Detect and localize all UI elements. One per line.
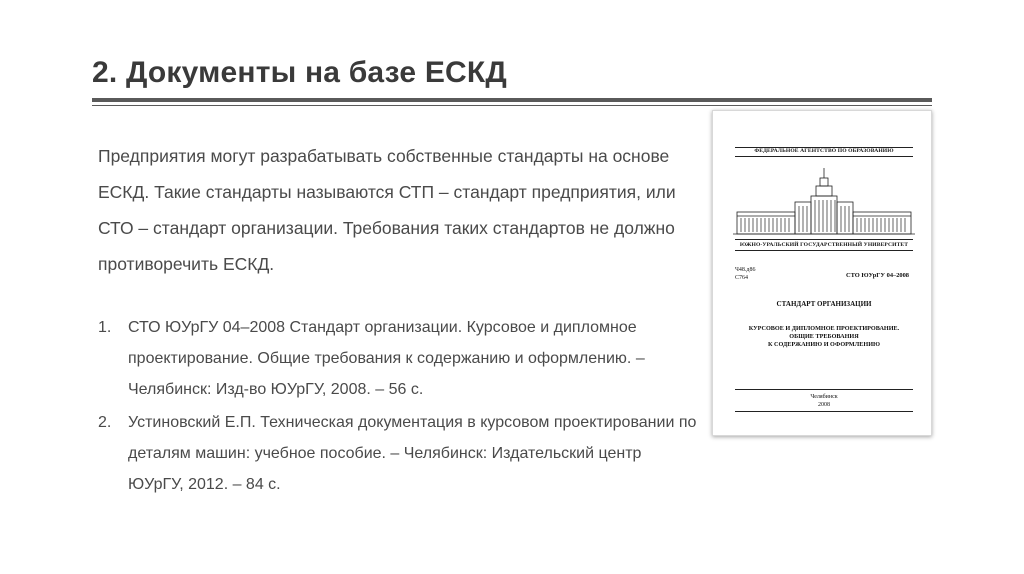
title-rule-thin bbox=[92, 105, 932, 106]
cover-city: Челябинск bbox=[810, 394, 838, 400]
reference-item bbox=[98, 407, 698, 500]
reference-text: Устиновский Е.П. Техническая документация в курсовом проектировании по деталям машин: учебное пособие. – Челябинск: Издательский центр ЮУрГУ, 2012. – 84 с. bbox=[128, 414, 697, 493]
cover-rule bbox=[735, 250, 913, 251]
university-building-illustration bbox=[733, 166, 915, 236]
cover-year: 2008 bbox=[818, 402, 830, 408]
intro-paragraph: Предприятия могут разрабатывать собственные стандарты на основе ЕСКД. Такие стандарты называются СТП – стандарт предприятия, или СТО – стандарт организации. Требования таких стандартов не должно противоречить ЕСКД. bbox=[98, 146, 676, 274]
cover-imprint bbox=[735, 393, 913, 409]
cover-standard-type: СТАНДАРТ ОРГАНИЗАЦИИ bbox=[776, 300, 872, 308]
cover-agency: ФЕДЕРАЛЬНОЕ АГЕНТСТВО ПО ОБРАЗОВАНИЮ bbox=[754, 148, 894, 154]
reference-text: СТО ЮУрГУ 04–2008 Стандарт организации. Курсовое и дипломное проектирование. Общие требования к содержанию и оформлению. – Челябинск: Изд-во ЮУрГУ, 2008. – 56 с. bbox=[128, 319, 645, 398]
slide-title: 2. Документы на базе ЕСКД bbox=[92, 56, 507, 89]
cover-rule bbox=[735, 156, 913, 157]
cover-standard-name bbox=[735, 325, 913, 349]
reference-item bbox=[98, 312, 698, 405]
reference-list bbox=[98, 312, 698, 502]
cover-name-line3: К СОДЕРЖАНИЮ И ОФОРМЛЕНИЮ bbox=[768, 341, 880, 348]
cover-code-line1: Ч48.д86 bbox=[735, 267, 756, 273]
cover-rule bbox=[735, 411, 913, 412]
cover-name-line1: КУРСОВОЕ И ДИПЛОМНОЕ ПРОЕКТИРОВАНИЕ. bbox=[748, 325, 900, 332]
cover-name-line2: ОБЩИЕ ТРЕБОВАНИЯ bbox=[789, 333, 859, 340]
title-rule-thick bbox=[92, 98, 932, 102]
cover-standard-number: СТО ЮУрГУ 04–2008 bbox=[846, 272, 909, 279]
cover-classification-code bbox=[735, 266, 755, 282]
document-cover-image bbox=[712, 110, 932, 436]
cover-rule bbox=[735, 389, 913, 390]
cover-university: ЮЖНО-УРАЛЬСКИЙ ГОСУДАРСТВЕННЫЙ УНИВЕРСИТЕТ bbox=[739, 242, 909, 248]
cover-rule bbox=[735, 239, 913, 240]
reference-number: 2. bbox=[98, 414, 112, 431]
reference-number: 1. bbox=[98, 319, 112, 336]
cover-code-line2: С764 bbox=[735, 275, 749, 281]
